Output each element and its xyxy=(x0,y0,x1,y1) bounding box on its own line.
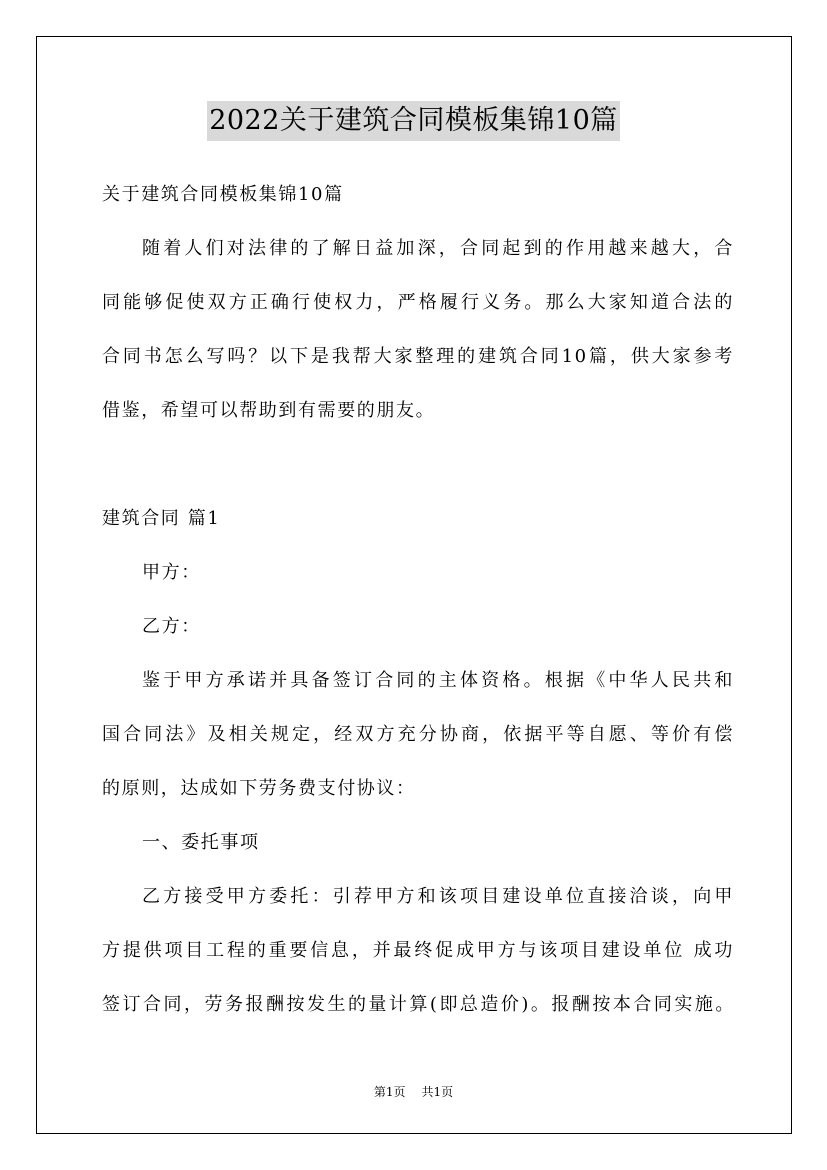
clause-line-1: 乙方接受甲方委托：引荐甲方和该项目建设单位直接洽谈，向甲 xyxy=(142,886,734,907)
intro-line-4: 借鉴，希望可以帮助到有需要的朋友。 xyxy=(102,400,436,421)
intro-line-2: 同能够促使双方正确行使权力，严格履行义务。那么大家知道合法的 xyxy=(102,292,734,313)
document-title xyxy=(0,101,827,141)
document-subtitle: 关于建筑合同模板集锦10篇 xyxy=(102,184,344,205)
basis-line-3: 的原则，达成如下劳务费支付协议： xyxy=(102,778,416,799)
party-a-label: 甲方： xyxy=(142,562,201,583)
clause-heading: 一、委托事项 xyxy=(142,832,260,853)
basis-line-2: 国合同法》及相关规定，经双方充分协商，依据平等自愿、等价有偿 xyxy=(102,724,734,745)
section-heading: 建筑合同 篇1 xyxy=(102,508,221,529)
basis-line-1: 鉴于甲方承诺并具备签订合同的主体资格。根据《中华人民共和 xyxy=(142,670,734,691)
document-title-text: 2022关于建筑合同模板集锦10篇 xyxy=(207,101,620,141)
clause-line-3: 签订合同，劳务报酬按发生的量计算(即总造价)。报酬按本合同实施。 xyxy=(102,994,734,1015)
clause-line-2: 方提供项目工程的重要信息，并最终促成甲方与该项目建设单位 成功 xyxy=(102,940,734,961)
intro-line-3: 合同书怎么写吗？以下是我帮大家整理的建筑合同10篇，供大家参考 xyxy=(102,346,734,367)
page-number: 第1页 xyxy=(373,1085,406,1099)
page-total: 共1页 xyxy=(421,1085,454,1099)
party-b-label: 乙方： xyxy=(142,616,201,637)
intro-line-1: 随着人们对法律的了解日益加深，合同起到的作用越来越大，合 xyxy=(142,238,734,259)
page-footer xyxy=(0,1084,827,1100)
